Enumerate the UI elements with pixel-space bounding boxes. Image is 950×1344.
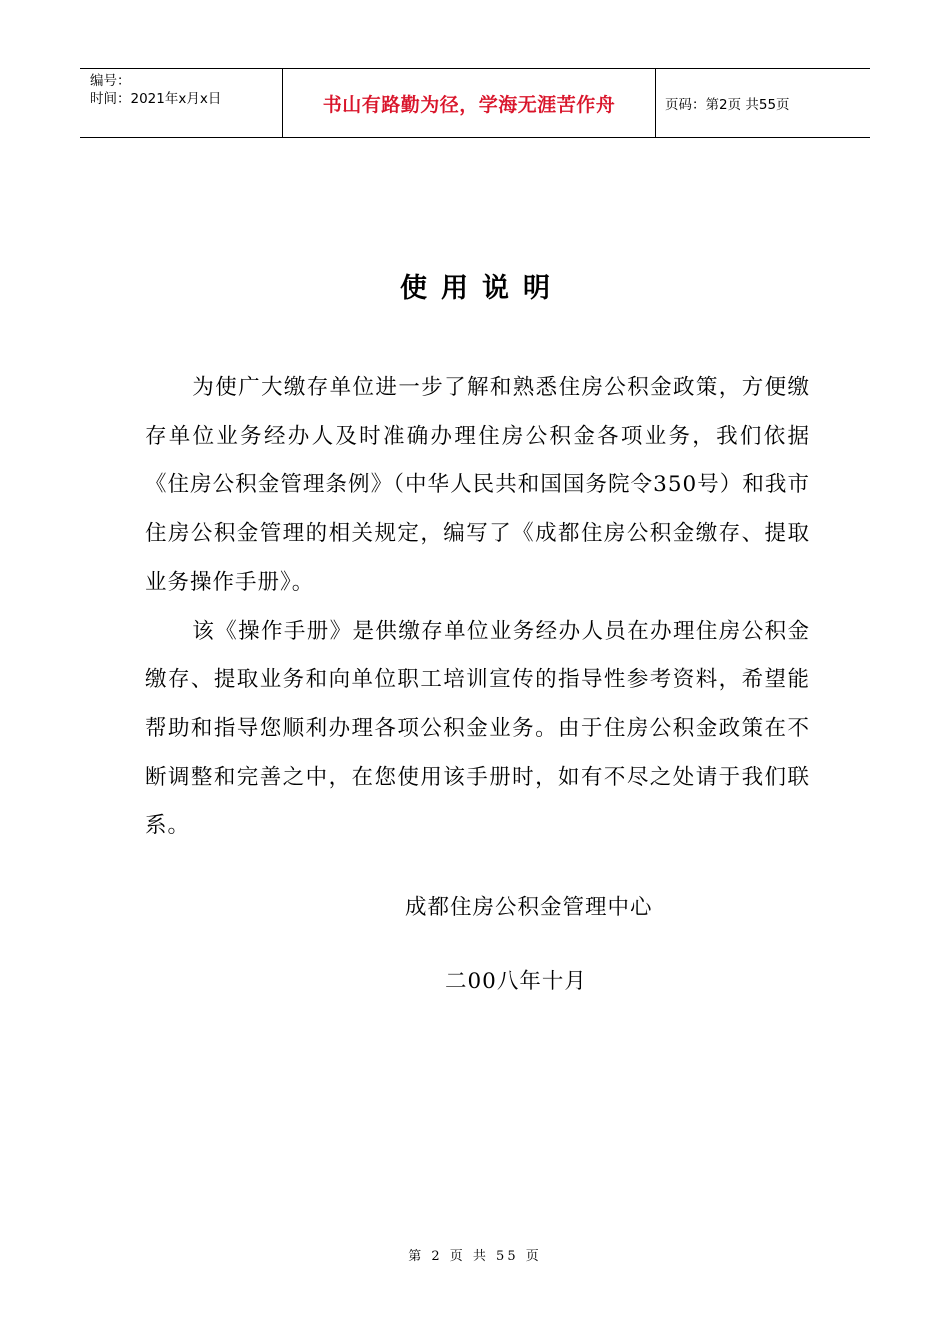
page-footer: 第 2 页 共 55 页 [408,1249,542,1264]
page-header [80,68,870,138]
document-body [145,364,810,851]
header-meta [90,72,280,108]
document-title: 使用说明 [400,273,564,304]
header-number-label: 编号： [90,73,131,89]
body-paragraph-2: 该《操作手册》是供缴存单位业务经办人员在办理住房公积金缴存、提取业务和向单位职工培训宣传的指导性参考资料，希望能帮助和指导您顺利办理各项公积金业务。由于住房公积金政策在不断调整和完善之中，在您使用该手册时，如有不尽之处请于我们联系。 [145,618,810,839]
body-paragraph-1: 为使广大缴存单位进一步了解和熟悉住房公积金政策，方便缴存单位业务经办人及时准确办理住房公积金各项业务，我们依据《住房公积金管理条例》（中华人民共和国国务院令350号）和我市住房公积金管理的相关规定，编写了《成都住房公积金缴存、提取业务操作手册》。 [145,375,810,595]
header-date-label: 时间：2021年x月x日 [90,91,222,107]
header-motto: 书山有路勤为径，学海无涯苦作舟 [282,69,656,137]
header-page-info: 页码：第2页 共55页 [665,97,790,113]
document-date: 二00八年十月 [445,969,587,994]
signature: 成都住房公积金管理中心 [405,895,653,920]
